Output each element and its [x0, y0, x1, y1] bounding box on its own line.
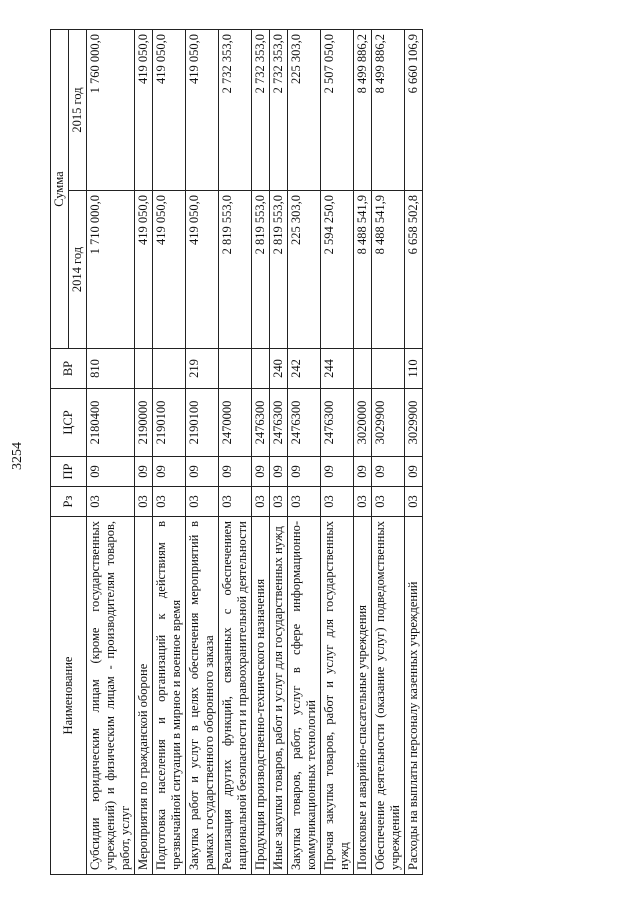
cell-2015: 2 732 353,0	[252, 30, 270, 191]
cell-rz: 03	[186, 487, 219, 517]
cell-vr	[135, 349, 153, 389]
cell-csr: 2180400	[87, 389, 135, 457]
table-row	[321, 30, 354, 875]
cell-csr: 2190100	[186, 389, 219, 457]
cell-2015: 1 760 000,0	[87, 30, 135, 191]
cell-2014: 419 050,0	[153, 191, 186, 349]
cell-name: Закупка товаров, работ, услуг в сфере информационно-коммуникационных технологий	[288, 517, 321, 875]
cell-2014: 2 819 553,0	[219, 191, 252, 349]
cell-name: Реализация других функций, связанных с обеспечением национальной безопасности и правоохранительной деятельности	[219, 517, 252, 875]
cell-csr: 3020000	[354, 389, 372, 457]
cell-2015: 2 732 353,0	[270, 30, 288, 191]
cell-vr: 242	[288, 349, 321, 389]
cell-vr: 244	[321, 349, 354, 389]
table-header	[51, 30, 87, 875]
cell-2015: 419 050,0	[186, 30, 219, 191]
table-row	[219, 30, 252, 875]
cell-2015: 8 499 886,2	[372, 30, 405, 191]
cell-2014: 2 819 553,0	[252, 191, 270, 349]
cell-csr: 2190000	[135, 389, 153, 457]
cell-2014: 419 050,0	[186, 191, 219, 349]
cell-2015: 2 732 353,0	[219, 30, 252, 191]
table-row	[87, 30, 135, 875]
cell-rz: 03	[219, 487, 252, 517]
cell-2015: 8 499 886,2	[354, 30, 372, 191]
cell-vr	[219, 349, 252, 389]
cell-rz: 03	[153, 487, 186, 517]
cell-csr: 2476300	[288, 389, 321, 457]
budget-table	[50, 29, 423, 875]
cell-2015: 6 660 106,9	[405, 30, 423, 191]
cell-vr	[354, 349, 372, 389]
cell-2014: 419 050,0	[135, 191, 153, 349]
cell-2015: 419 050,0	[153, 30, 186, 191]
cell-pr: 09	[186, 457, 219, 487]
table-row	[186, 30, 219, 875]
cell-vr: 219	[186, 349, 219, 389]
cell-name: Субсидии юридическим лицам (кроме государственных учреждений) и физическим лицам - производителям товаров, работ, услуг	[87, 517, 135, 875]
table-row	[153, 30, 186, 875]
cell-vr	[252, 349, 270, 389]
cell-vr: 810	[87, 349, 135, 389]
cell-2014: 2 819 553,0	[270, 191, 288, 349]
header-year-2014: 2014 год	[69, 191, 87, 349]
cell-name: Иные закупки товаров, работ и услуг для государственных нужд	[270, 517, 288, 875]
header-vr: ВР	[51, 349, 87, 389]
cell-vr: 240	[270, 349, 288, 389]
header-rz: Рз	[51, 487, 87, 517]
table-row	[288, 30, 321, 875]
cell-pr: 09	[405, 457, 423, 487]
cell-name: Обеспечение деятельности (оказание услуг) подведомственных учреждений	[372, 517, 405, 875]
cell-2014: 6 658 502,8	[405, 191, 423, 349]
cell-pr: 09	[321, 457, 354, 487]
cell-rz: 03	[354, 487, 372, 517]
cell-2015: 419 050,0	[135, 30, 153, 191]
cell-name: Подготовка населения и организаций к действиям в чрезвычайной ситуации в мирное и военное время	[153, 517, 186, 875]
cell-2014: 2 594 250,0	[321, 191, 354, 349]
cell-pr: 09	[354, 457, 372, 487]
cell-name: Мероприятия по гражданской обороне	[135, 517, 153, 875]
cell-csr: 3029900	[405, 389, 423, 457]
cell-csr: 2476300	[321, 389, 354, 457]
cell-2015: 2 507 050,0	[321, 30, 354, 191]
cell-vr	[372, 349, 405, 389]
cell-rz: 03	[270, 487, 288, 517]
cell-csr: 2476300	[252, 389, 270, 457]
cell-vr	[153, 349, 186, 389]
header-csr: ЦСР	[51, 389, 87, 457]
header-pr: ПР	[51, 457, 87, 487]
cell-rz: 03	[252, 487, 270, 517]
cell-name: Прочая закупка товаров, работ и услуг для государственных нужд	[321, 517, 354, 875]
cell-pr: 09	[288, 457, 321, 487]
cell-pr: 09	[135, 457, 153, 487]
cell-rz: 03	[288, 487, 321, 517]
cell-rz: 03	[87, 487, 135, 517]
cell-2014: 8 488 541,9	[354, 191, 372, 349]
cell-rz: 03	[372, 487, 405, 517]
cell-name: Поисковые и аварийно-спасательные учреждения	[354, 517, 372, 875]
table-row	[405, 30, 423, 875]
cell-vr: 110	[405, 349, 423, 389]
table-row	[135, 30, 153, 875]
cell-rz: 03	[135, 487, 153, 517]
header-name: Наименование	[51, 517, 87, 875]
header-sum: Сумма	[51, 30, 69, 349]
cell-pr: 09	[270, 457, 288, 487]
cell-pr: 09	[219, 457, 252, 487]
cell-csr: 3029900	[372, 389, 405, 457]
cell-rz: 03	[321, 487, 354, 517]
cell-2014: 1 710 000,0	[87, 191, 135, 349]
cell-2015: 225 303,0	[288, 30, 321, 191]
table-row	[270, 30, 288, 875]
cell-csr: 2190100	[153, 389, 186, 457]
table-row	[372, 30, 405, 875]
table-row	[354, 30, 372, 875]
cell-pr: 09	[252, 457, 270, 487]
cell-name: Закупка работ и услуг в целях обеспечения мероприятий в рамках государственного оборонного заказа	[186, 517, 219, 875]
cell-2014: 8 488 541,9	[372, 191, 405, 349]
cell-pr: 09	[372, 457, 405, 487]
table-body	[87, 30, 423, 875]
header-year-2015: 2015 год	[69, 30, 87, 191]
cell-csr: 2476300	[270, 389, 288, 457]
cell-name: Расходы на выплаты персоналу казенных учреждений	[405, 517, 423, 875]
cell-pr: 09	[87, 457, 135, 487]
cell-pr: 09	[153, 457, 186, 487]
cell-2014: 225 303,0	[288, 191, 321, 349]
cell-name: Продукция производственно-технического назначения	[252, 517, 270, 875]
table-row	[252, 30, 270, 875]
page-number: 3254	[10, 442, 25, 470]
cell-csr: 2470000	[219, 389, 252, 457]
cell-rz: 03	[405, 487, 423, 517]
